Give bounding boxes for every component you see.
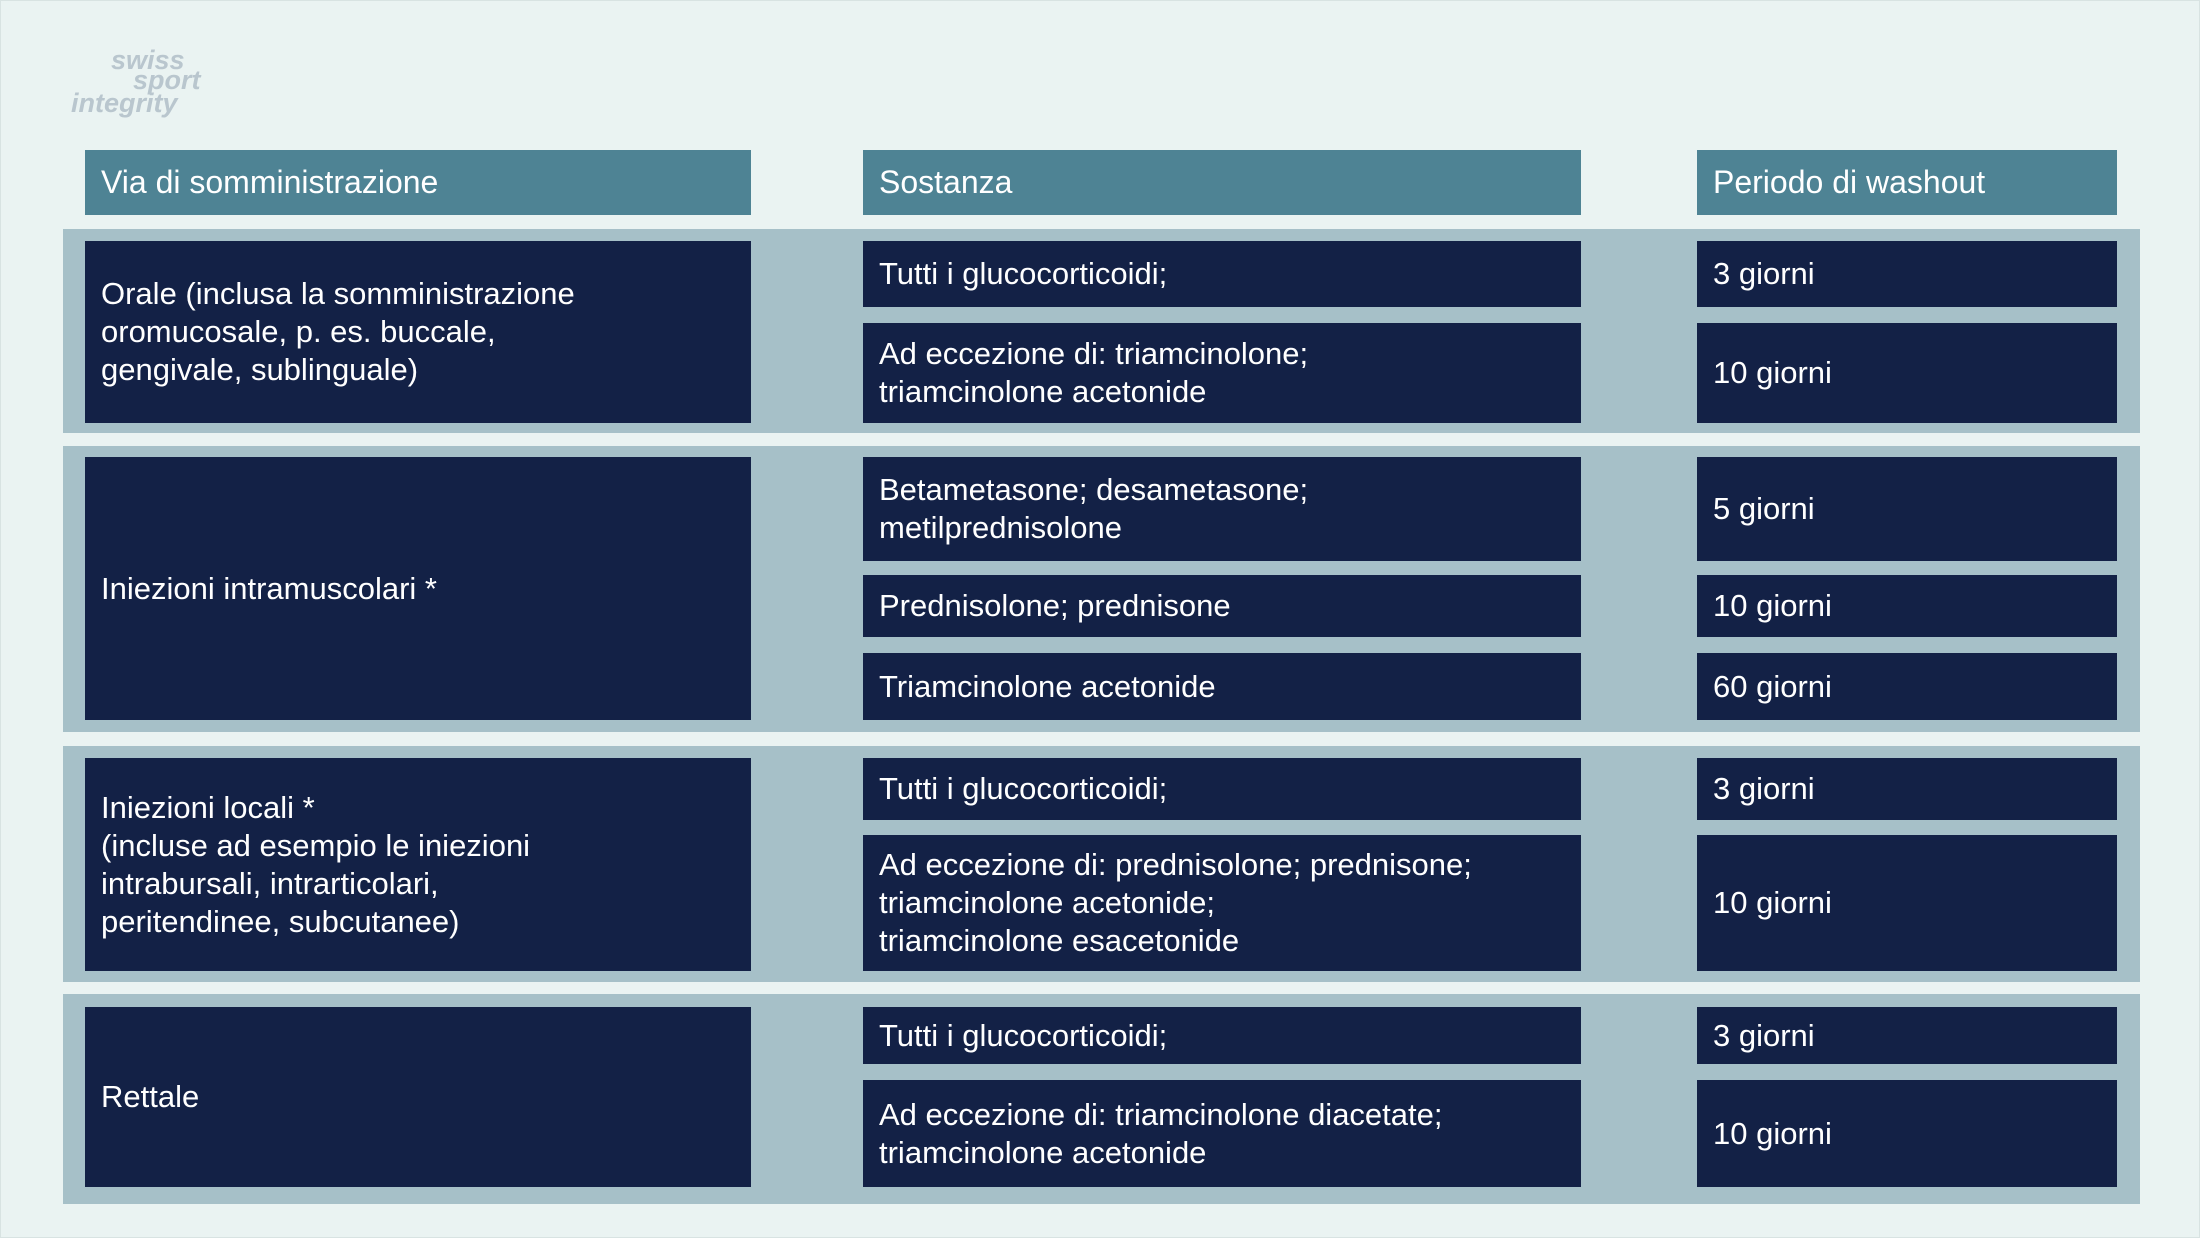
washout-text: 3 giorni [1713, 771, 1815, 806]
washout-text: 3 giorni [1713, 256, 1815, 291]
washout-cell [1697, 1007, 2117, 1064]
substance-text: Prednisolone; prednisone [879, 588, 1231, 623]
substance-text: Ad eccezione di: prednisolone; prednisone; triamcinolone acetonide; triamcinolone esacetonide [879, 847, 1472, 958]
substance-cell [863, 241, 1581, 307]
column-header-washout: Periodo di washout [1697, 150, 2117, 215]
logo-line-1: swiss [111, 45, 185, 75]
substance-cell [863, 1007, 1581, 1064]
washout-text: 5 giorni [1713, 491, 1815, 526]
substance-text: Tutti i glucocorticoidi; [879, 1017, 1168, 1053]
washout-text: 60 giorni [1713, 668, 1832, 704]
washout-cell [1697, 835, 2117, 971]
washout-cell [1697, 241, 2117, 307]
washout-cell [1697, 758, 2117, 820]
route-cell-intramuscular [85, 457, 751, 720]
swiss-sport-integrity-logo [71, 45, 221, 129]
route-cell-rectal [85, 1007, 751, 1187]
substance-text: Ad eccezione di: triamcinolone diacetate; triamcinolone acetonide [879, 1096, 1443, 1170]
route-text: Iniezioni locali * (incluse ad esempio le iniezioni intrabursali, intrarticolari, peritendinee, subcutanee) [101, 789, 531, 939]
substance-text: Ad eccezione di: triamcinolone; triamcinolone acetonide [879, 336, 1309, 409]
route-text: Orale (inclusa la somministrazione oromucosale, p. es. buccale, gengivale, sublinguale) [101, 276, 575, 387]
substance-cell [863, 758, 1581, 820]
substance-cell [863, 653, 1581, 720]
washout-text: 10 giorni [1713, 355, 1832, 390]
substance-cell [863, 1080, 1581, 1187]
substance-cell [863, 323, 1581, 423]
substance-cell [863, 575, 1581, 637]
washout-cell [1697, 323, 2117, 423]
route-cell-oral [85, 241, 751, 423]
column-header-route: Via di somministrazione [85, 150, 751, 215]
column-header-substance: Sostanza [863, 150, 1581, 215]
route-cell-local [85, 758, 751, 971]
substance-text: Triamcinolone acetonide [879, 668, 1216, 704]
substance-cell [863, 457, 1581, 561]
washout-text: 10 giorni [1713, 1115, 1832, 1151]
washout-cell [1697, 457, 2117, 561]
washout-cell [1697, 653, 2117, 720]
substance-cell [863, 835, 1581, 971]
logo-line-2: sport [133, 65, 201, 95]
route-text: Rettale [101, 1079, 200, 1114]
substance-text: Tutti i glucocorticoidi; [879, 771, 1168, 806]
substance-text: Betametasone; desametasone; metilprednisolone [879, 472, 1309, 545]
washout-text: 10 giorni [1713, 885, 1832, 920]
washout-text: 3 giorni [1713, 1017, 1815, 1053]
washout-cell [1697, 1080, 2117, 1187]
substance-text: Tutti i glucocorticoidi; [879, 256, 1168, 291]
logo-line-3: integrity [71, 88, 178, 118]
washout-text: 10 giorni [1713, 588, 1832, 623]
route-text: Iniezioni intramuscolari * [101, 570, 437, 606]
washout-cell [1697, 575, 2117, 637]
